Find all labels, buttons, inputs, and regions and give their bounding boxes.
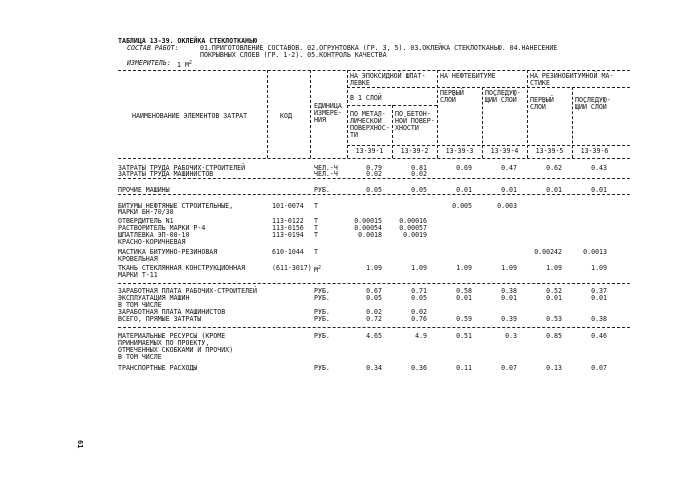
group-rule-3 (118, 283, 630, 284)
measure-label: ИЗМЕРИТЕЛЬ: (127, 59, 171, 67)
col-code-6: 13-39-6 (580, 147, 609, 155)
header-first-b-2: СЛОЙ (530, 103, 546, 111)
header-first-b-1: ПЕРВЫЙ (530, 96, 554, 104)
header-code: КОД (280, 112, 292, 120)
cell-value: 0.71 (411, 287, 427, 295)
cell-value: 0.79 (366, 164, 382, 172)
row-unit (314, 203, 318, 210)
row-code: 610-1044 (272, 248, 304, 256)
cell-value: 0.02 (411, 308, 427, 316)
row-unit-text: Т (314, 231, 318, 239)
row-name: В ТОМ ЧИСЛЕ (118, 301, 162, 309)
row-name: МАРКИ БН-70/30 (118, 208, 174, 216)
header-concrete-1: ПО БЕТОН- (395, 110, 431, 118)
cell-value: 0.00016 (399, 217, 427, 225)
row-unit-text: РУБ. (314, 332, 330, 340)
cell-value: 0.07 (501, 364, 517, 372)
composition-line-2: ПОКРЫВНЫХ СЛОЕВ (ГР. 1-2). 05.КОНТРОЛЬ КАЧЕСТВА (200, 51, 387, 59)
row-name: КРАСНО-КОРИЧНЕВАЯ (118, 238, 186, 246)
cell-value: 0.69 (456, 164, 472, 172)
header-bottom-rule (118, 158, 630, 159)
row-unit-text: Т (314, 224, 318, 232)
vline-2 (310, 70, 311, 158)
header-first-a-1: ПЕРВЫЙ (440, 89, 464, 97)
vline-5 (437, 70, 438, 158)
row-unit-text: Т (314, 217, 318, 225)
row-name: ТРАНСПОРТНЫЕ РАСХОДЫ (118, 364, 198, 372)
row-name: ЗАРАБОТНАЯ ПЛАТА МАШИНИСТОВ (118, 308, 226, 316)
cell-value: 0.02 (411, 170, 427, 178)
cell-value: 0.81 (411, 164, 427, 172)
row-name: РАСТВОРИТЕЛЬ МАРКИ Р-4 (118, 224, 206, 232)
header-epoxy-1: НА ЭПОКСИДНОЙ ШПАТ- (350, 72, 426, 80)
cell-value: 0.01 (546, 294, 562, 302)
row-code: 101-0074 (272, 202, 304, 210)
header-first-a-2: СЛОЙ (440, 96, 456, 104)
measure-value-text: 1 М (177, 61, 189, 70)
header-epoxy-2: ЛЕВКЕ (350, 79, 370, 87)
cell-value: 0.76 (411, 315, 427, 323)
cell-value: 0.34 (366, 364, 382, 372)
header-concrete-3: ХНОСТИ (395, 124, 419, 132)
header-one-layer: В 1 СЛОЙ (350, 94, 382, 102)
vline-7 (527, 70, 528, 158)
header-bitumen: НА НЕФТЕБИТУМЕ (440, 72, 496, 80)
row-unit-text: М (314, 266, 318, 275)
row-name: БИТУМЫ НЕФТЯНЫЕ СТРОИТЕЛЬНЫЕ, (118, 202, 234, 210)
row-unit (314, 316, 330, 323)
group-rule-1 (118, 178, 630, 179)
row-name: ОТВЕРДИТЕЛЬ N1 (118, 217, 174, 225)
cell-value: 0.05 (411, 186, 427, 194)
row-unit-text: РУБ. (314, 294, 330, 302)
cell-value: 0.47 (501, 164, 517, 172)
row-unit-sup: 2 (317, 265, 321, 271)
cell-value: 0.38 (501, 287, 517, 295)
cell-value: 0.00242 (534, 248, 562, 256)
row-unit (314, 295, 330, 302)
row-name: ПРИНИМАЕМЫХ ПО ПРОЕКТУ, (118, 339, 210, 347)
measure-value (177, 60, 192, 69)
header-next-b-2: ЩИЙ СЛОЙ (575, 103, 607, 111)
row-name: ЭКСПЛУАТАЦИЯ МАШИН (118, 294, 190, 302)
cell-value: 1.09 (366, 264, 382, 272)
header-rubber-2: СТИКЕ (530, 79, 550, 87)
cell-value: 0.02 (366, 308, 382, 316)
row-unit (314, 265, 321, 274)
cell-value: 1.09 (546, 264, 562, 272)
cell-value: 0.05 (411, 294, 427, 302)
col-code-3: 13-39-3 (445, 147, 474, 155)
cell-value: 0.62 (546, 164, 562, 172)
row-name: МАСТИКА БИТУМНО-РЕЗИНОВАЯ (118, 248, 218, 256)
cell-value: 0.13 (546, 364, 562, 372)
composition-label: СОСТАВ РАБОТ: (127, 44, 179, 52)
cell-value: 0.01 (591, 294, 607, 302)
row-code: 113-0194 (272, 231, 304, 239)
cell-value: 0.0013 (583, 248, 607, 256)
row-name: ВСЕГО, ПРЯМЫЕ ЗАТРАТЫ (118, 315, 202, 323)
page-number: 61 (76, 440, 84, 449)
row-unit-text: Т (314, 248, 318, 256)
cell-value: 0.0019 (403, 231, 427, 239)
row-unit-text: Т (314, 202, 318, 210)
cell-value: 4.65 (366, 332, 382, 340)
row-code: 113-0122 (272, 217, 304, 225)
row-unit (314, 333, 330, 340)
row-unit-text: РУБ. (314, 287, 330, 295)
cell-value: 0.05 (366, 186, 382, 194)
cell-value: 0.11 (456, 364, 472, 372)
row-name: МАТЕРИАЛЬНЫЕ РЕСУРСЫ (КРОМЕ (118, 332, 226, 340)
composition-line-1: 01.ПРИГОТОВЛЕНИЕ СОСТАВОВ. 02.ОГРУНТОВКА (ГР. 3, 5). 03.ОКЛЕЙКА СТЕКЛОТКАНЬЮ. 04.НАНЕСЕНИЕ (200, 44, 558, 52)
cell-value: 0.52 (546, 287, 562, 295)
cell-value: 0.72 (366, 315, 382, 323)
vline-1 (267, 70, 268, 158)
cell-value: 0.38 (591, 315, 607, 323)
row-name: ТКАНЬ СТЕКЛЯННАЯ КОНСТРУКЦИОННАЯ (118, 264, 246, 272)
header-concrete-2: НОЙ ПОВЕР- (395, 117, 435, 125)
header-next-a-2: ЩИЙ СЛОЙ (485, 96, 517, 104)
header-rubber-1: НА РЕЗИНОБИТУМНОЙ МА- (530, 72, 614, 80)
col-code-4: 13-39-4 (490, 147, 519, 155)
cell-value: 0.0018 (358, 231, 382, 239)
cell-value: 0.53 (546, 315, 562, 323)
cell-value: 0.05 (366, 294, 382, 302)
header-metal-2: ЛИЧЕСКОЙ (350, 117, 382, 125)
row-name: ОТМЕЧЕННЫХ СКОБКАМИ И ПРОЧИХ) (118, 346, 234, 354)
col-code-5: 13-39-5 (535, 147, 564, 155)
cell-value: 1.09 (411, 264, 427, 272)
cell-value: 0.3 (505, 332, 517, 340)
cell-value: 0.67 (366, 287, 382, 295)
cell-value: 0.39 (501, 315, 517, 323)
cell-value: 0.01 (456, 294, 472, 302)
header-unit-2: ИЗМЕРЕ- (314, 109, 342, 117)
cell-value: 0.51 (456, 332, 472, 340)
header-metal-4: ТИ (350, 131, 358, 139)
row-code: 113-0156 (272, 224, 304, 232)
cell-value: 1.09 (501, 264, 517, 272)
cell-value: 0.01 (456, 186, 472, 194)
cell-value: 0.37 (591, 287, 607, 295)
header-next-a-1: ПОСЛЕДУЮ- (485, 89, 521, 97)
cell-value: 0.003 (497, 202, 517, 210)
measure-sup: 2 (188, 60, 192, 66)
vline-3 (347, 70, 348, 158)
cell-value: 1.09 (456, 264, 472, 272)
header-metal-3: ПОВЕРХНОС- (350, 124, 390, 132)
cell-value: 0.01 (591, 186, 607, 194)
row-unit-text: ЧЕЛ.-Ч (314, 170, 338, 178)
cell-value: 0.01 (501, 294, 517, 302)
col-code-2: 13-39-2 (400, 147, 429, 155)
row-name: ЗАТРАТЫ ТРУДА МАШИНИСТОВ (118, 170, 214, 178)
row-name: В ТОМ ЧИСЛЕ (118, 353, 162, 361)
header-rule-codes (347, 145, 630, 146)
cell-value: 0.43 (591, 164, 607, 172)
header-top-rule (118, 70, 630, 71)
row-name: ЗАРАБОТНАЯ ПЛАТА РАБОЧИХ-СТРОИТЕЛЕЙ (118, 287, 257, 295)
cell-value: 0.00015 (354, 217, 382, 225)
header-unit-3: НИЯ (314, 116, 326, 124)
row-name: ШПАТЛЕВКА ЭП-00-10 (118, 231, 190, 239)
row-unit (314, 171, 338, 178)
cell-value: 0.58 (456, 287, 472, 295)
cell-value: 0.46 (591, 332, 607, 340)
cell-value: 0.59 (456, 315, 472, 323)
cell-value: 0.36 (411, 364, 427, 372)
cell-value: 0.005 (452, 202, 472, 210)
row-name: КРОВЕЛЬНАЯ (118, 255, 158, 263)
cell-value: 0.00054 (354, 224, 382, 232)
row-unit-text: РУБ. (314, 364, 330, 372)
cell-value: 0.07 (591, 364, 607, 372)
row-unit-text: ЧЕЛ.-Ч (314, 164, 338, 172)
group-rule-4 (118, 327, 630, 328)
cell-value: 1.09 (591, 264, 607, 272)
header-name: НАИМЕНОВАНИЕ ЭЛЕМЕНТОВ ЗАТРАТ (132, 112, 248, 120)
row-name: ПРОЧИЕ МАШИНЫ (118, 186, 170, 194)
cell-value: 0.85 (546, 332, 562, 340)
cell-value: 0.00057 (399, 224, 427, 232)
group-rule-2 (118, 194, 630, 195)
cell-value: 0.01 (501, 186, 517, 194)
header-next-b-1: ПОСЛЕДУЮ- (575, 96, 611, 104)
row-unit (314, 187, 330, 194)
cell-value: 4.9 (415, 332, 427, 340)
row-code: (611-3017) (272, 264, 312, 272)
header-rule-2 (347, 87, 630, 88)
row-unit-text: РУБ. (314, 315, 330, 323)
row-unit-text: РУБ. (314, 308, 330, 316)
row-name: МАРКИ Т-11 (118, 271, 158, 279)
row-unit (314, 249, 318, 256)
col-code-1: 13-39-1 (355, 147, 384, 155)
row-name: ЗАТРАТЫ ТРУДА РАБОЧИХ-СТРОИТЕЛЕЙ (118, 164, 246, 172)
cell-value: 0.02 (366, 170, 382, 178)
row-unit (314, 365, 330, 372)
table-title: ТАБЛИЦА 13-39. ОКЛЕЙКА СТЕКЛОТКАНЬЮ (118, 37, 257, 45)
header-unit-1: ЕДИНИЦА (314, 102, 342, 110)
row-unit (314, 232, 318, 239)
header-metal-1: ПО МЕТАЛ- (350, 110, 386, 118)
cell-value: 0.01 (546, 186, 562, 194)
row-unit-text: РУБ. (314, 186, 330, 194)
